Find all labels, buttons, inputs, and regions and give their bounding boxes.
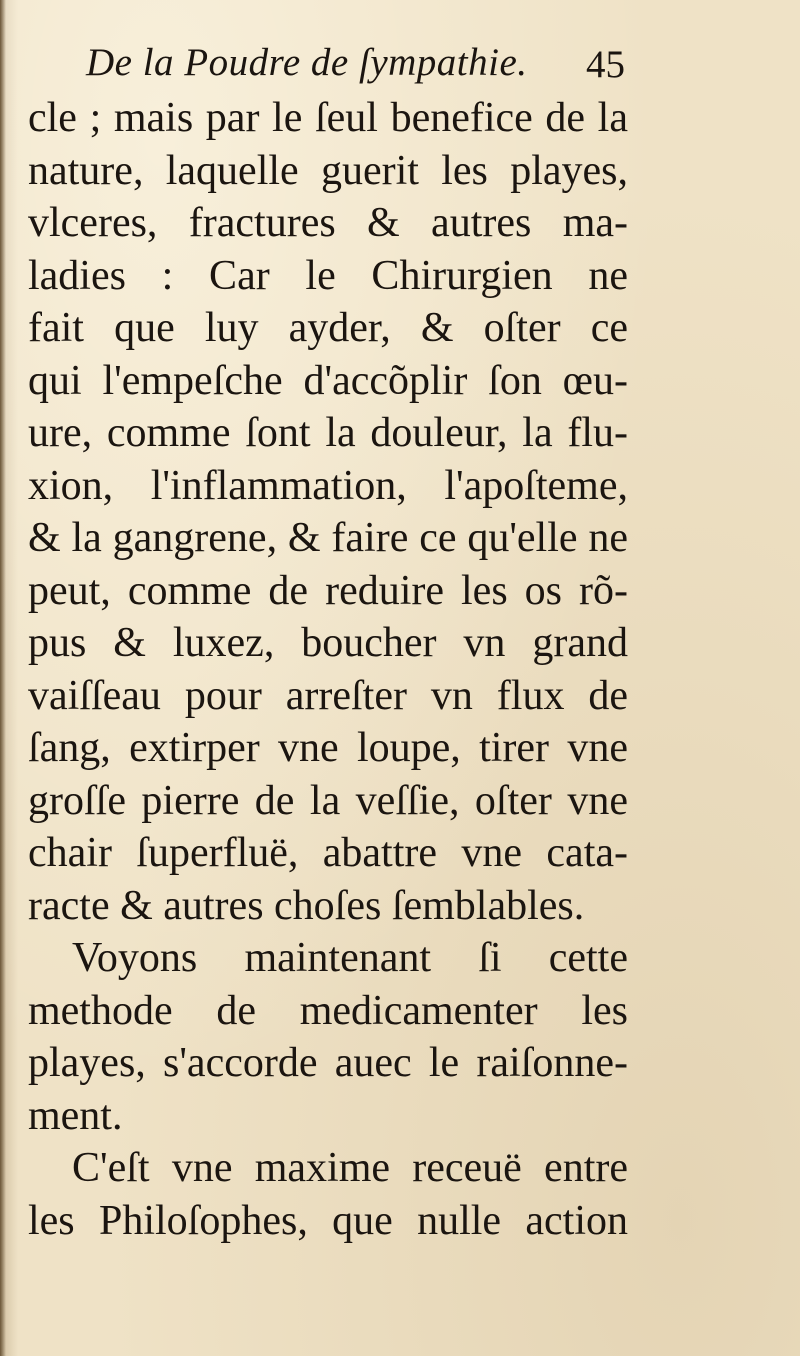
text-line: les Philoſophes, que nulle action [28,1197,628,1244]
text-line: methode de medicamenter les [28,987,628,1034]
text-line: groſſe pierre de la veſſie, oſter vne [28,777,628,824]
text-line: chair ſuperfluë, abattre vne cata- [28,830,628,876]
text-line: & la gangrene, & faire ce qu'elle ne [28,515,628,561]
text-line: cle ; mais par le ſeul benefice de la [28,95,628,141]
text-line: peut, comme de reduire les os rõ- [28,567,628,614]
text-line: qui l'empeſche d'accõplir ſon œu- [28,357,628,404]
text-line: ure, comme ſont la douleur, la flu- [28,410,628,456]
page-number: 45 [586,43,625,86]
running-title: De la Poudre de ſympathie. [86,41,528,84]
page-header [28,40,648,96]
text-line: vlceres, fractures & autres ma- [28,200,628,246]
text-line: nature, laquelle guerit les playes, [28,147,628,194]
text-line: racte & autres choſes ſemblables. [28,882,585,929]
text-line: playes, s'accorde auec le raiſonne- [28,1040,628,1086]
text-line: C'eſt vne maxime receuë entre [72,1145,628,1191]
text-line: xion, l'inflammation, l'apoſteme, [28,462,628,509]
text-line: Voyons maintenant ſi cette [72,935,628,981]
text-line: pus & luxez, boucher vn grand [28,620,628,666]
text-line: fait que luy ayder, & oſter ce [28,305,628,351]
text-line: ladies : Car le Chirurgien ne [28,252,628,299]
text-line: ment. [28,1092,123,1139]
body-text [28,92,628,1247]
page-gutter-shadow [0,0,6,1356]
text-line: vaiſſeau pour arreſter vn flux de [28,672,628,719]
text-line: ſang, extirper vne loupe, tirer vne [28,725,628,771]
